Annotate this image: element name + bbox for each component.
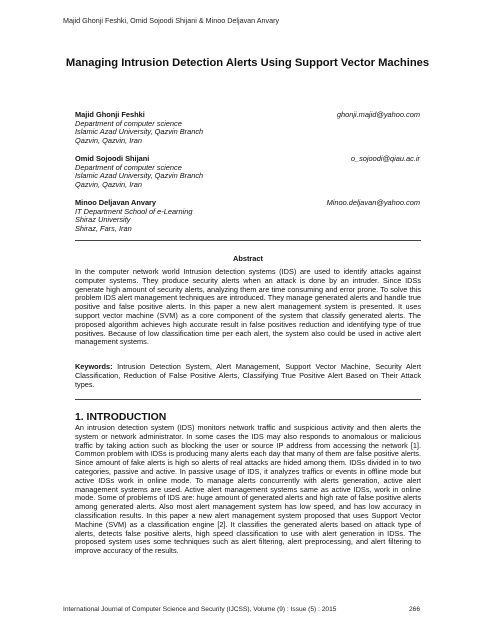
journal-citation: International Journal of Computer Science and Security (IJCSS), Volume (9) : Issue (5) : 2015	[63, 606, 337, 613]
author-affiliation-line: Department of computer science	[75, 118, 182, 128]
abstract-text: In the computer network world Intrusion detection systems (IDS) are used to identify attacks against computer systems. They produce security alerts when an attack is done by an intruder. Since IDSs generate high amount of security alerts, analyzing them are time consuming and error prone. To solve this problem IDS alert management techniques are introduced. They manage generated alerts and handle true positive and false positive alerts. In this paper a new alert management system is presented. It uses support vector machine (SVM) as a core component of the system that classify generated alerts. The proposed algorithm achieves high accurate result in false positives reduction and identifying type of true positives. Because of low classification time per each alert, the system also could be used in active alert management systems.	[75, 267, 421, 347]
author-affiliation-line: Shiraz, Fars, Iran	[75, 223, 132, 233]
author-name: Minoo Deljavan Anvary	[75, 198, 157, 207]
page-footer	[63, 606, 420, 613]
author-affiliation-line: Islamic Azad University, Qazvin Branch	[75, 171, 204, 181]
divider-rule	[75, 399, 421, 400]
author-block	[75, 111, 420, 145]
author-block	[75, 199, 420, 233]
author-affiliation-line: Department of computer science	[75, 162, 182, 172]
keywords-text: Intrusion Detection System, Alert Management, Support Vector Machine, Security Alert Classification, Reduction of False Positive Alerts, Classifying True Positive Alert Based on Their Attack types.	[75, 362, 421, 389]
running-head: Majid Ghonji Feshki, Omid Sojoodi Shijani & Minoo Deljavan Anvary	[63, 16, 280, 25]
author-email: o_sojoodi@qiau.ac.ir	[350, 154, 420, 163]
author-email: Minoo.deljavan@yahoo.com	[326, 198, 420, 207]
page-number: 266	[408, 606, 420, 613]
abstract-heading: Abstract	[233, 254, 263, 263]
section-heading: 1. INTRODUCTION	[75, 412, 167, 423]
author-email: ghonji.majid@yahoo.com	[336, 110, 420, 119]
author-name: Omid Sojoodi Shijani	[75, 154, 150, 163]
author-affiliation-line: IT Department School of e-Learning	[75, 206, 193, 216]
keywords-paragraph	[75, 363, 421, 389]
author-name: Majid Ghonji Feshki	[75, 110, 145, 119]
divider-rule	[75, 240, 421, 241]
keywords-label: Keywords:	[75, 362, 113, 371]
author-affiliation-line: Qazvin, Qazvin, Iran	[75, 135, 142, 145]
author-affiliation-line: Qazvin, Qazvin, Iran	[75, 179, 142, 189]
author-block	[75, 155, 420, 189]
author-affiliation-line: Islamic Azad University, Qazvin Branch	[75, 127, 204, 137]
author-affiliation-line: Shiraz University	[75, 215, 131, 225]
paper-title: Managing Intrusion Detection Alerts Using Support Vector Machines	[65, 57, 430, 69]
introduction-text: An intrusion detection system (IDS) monitors network traffic and suspicious activity and then alerts the system or network administrator. In some cases the IDS may also responds to anomalous or malicious traffic by taking action such as blocking the user or source IP address from accessing the network [1]. Common problem with IDSs is producing many alerts each day that many of them are false positive alerts. Since amount of fake alerts is high so alerts of real attacks are hided among them. IDSs divided in to two categories, passive and active. In passive usage of IDS, it analyzes traffics or events in offline mode but active IDSs work in online mode. To manage alerts concurrently with alerts generation, active alert management systems are used. Active alert management systems same as active IDSs, work in online mode. Some of problems of IDS are: huge amount of generated alerts and high rate of false positive alerts among generated alerts. Also most alert management system has low speed, and has low accuracy in classification results. In this paper a new alert management system proposed that uses Support Vector Machine (SVM) as a classification engine [2]. It classifies the generated alerts based on attack type of alerts, detects false positive alerts, high speed classification to use with alert generation in IDSs. The proposed system uses some techniques such as alert filtering, alert preprocessing, and alert filtering to improve accuracy of the results.	[75, 423, 421, 556]
